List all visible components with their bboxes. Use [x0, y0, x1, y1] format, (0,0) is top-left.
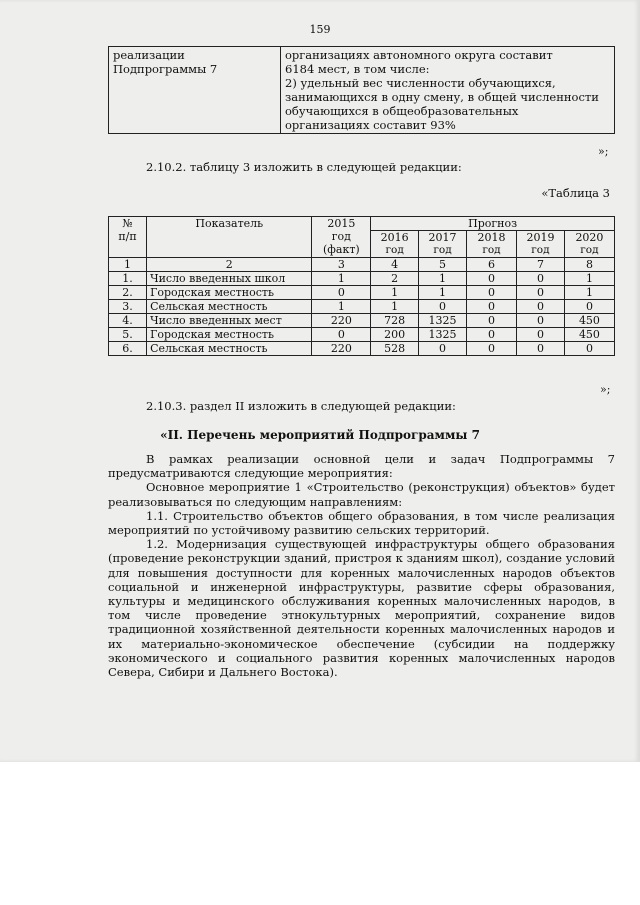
table-row: 6. Сельская местность 220 528 0 0 0 0: [109, 342, 615, 356]
cell-line: реализации: [113, 48, 185, 62]
header-year: 2018 год: [466, 231, 516, 258]
table-row: 5. Городская местность 0 200 1325 0 0 450: [109, 328, 615, 342]
table-row: 1. Число введенных школ 1 2 1 0 0 1: [109, 272, 615, 286]
continuation-left-cell: [109, 47, 281, 134]
table-row: 2. Городская местность 0 1 1 0 0 1: [109, 286, 615, 300]
blank-margin: [0, 762, 640, 905]
quote-end: »;: [598, 145, 609, 158]
header-indicator: Показатель: [147, 217, 312, 258]
continuation-right-cell: [281, 47, 615, 134]
header-year: 2017 год: [419, 231, 467, 258]
table-row: 4. Число введенных мест 220 728 1325 0 0 450: [109, 314, 615, 328]
section-heading: «II. Перечень мероприятий Подпрограммы 7: [160, 428, 480, 442]
page-number: 159: [309, 23, 331, 36]
header-forecast: Прогноз: [371, 217, 615, 231]
cell-line: Подпрограммы 7: [113, 62, 218, 76]
quote-end: »;: [600, 383, 611, 396]
body-paragraph: Основное мероприятие 1 «Строительство (реконструкция) объектов» будет реализовываться по следующим направлениям:: [108, 480, 615, 509]
cell-line: организациях автономного округа составит: [285, 48, 553, 62]
continuation-table: [108, 46, 615, 134]
body-paragraph: В рамках реализации основной цели и задач Подпрограммы 7 предусматриваются следующие мероприятия:: [108, 452, 615, 481]
cell-line: обучающихся в общеобразовательных: [285, 104, 519, 118]
header-year: 2016 год: [371, 231, 419, 258]
table-caption: «Таблица 3: [541, 186, 610, 200]
index-row: 1 2 3 4 5 6 7 8: [109, 258, 615, 272]
header-year: 2019 год: [517, 231, 565, 258]
paragraph-2-10-3: 2.10.3. раздел II изложить в следующей редакции:: [146, 399, 456, 413]
cell-line: занимающихся в одну смену, в общей численности: [285, 90, 599, 104]
indicators-table: [108, 216, 615, 356]
cell-line: 2) удельный вес численности обучающихся,: [285, 76, 556, 90]
body-paragraph: 1.1. Строительство объектов общего образования, в том числе реализация мероприятий по устойчивому развитию сельских территорий.: [108, 508, 615, 538]
paragraph-2-10-2: 2.10.2. таблицу 3 изложить в следующей редакции:: [146, 160, 462, 174]
body-paragraph: 1.2. Модернизация существующей инфраструктуры общего образования (проведение реконструкции зданий, пристроя к зданиям школ), создание условий для повышения доступности для коренных малочисленных народов объектов социальной и инженерной инфраструктуры, развитие сферы образования, культуры и медицинского обслуживания коренных малочисленных народов, в том числе проведение этнокультурных мероприятий, сохранение видов традиционной хозяйственной деятельности коренных малочисленных народов и их материально-экономическое обеспечение (субсидии на поддержку экономического и социального развития коренных малочисленных народов Севера, Сибири и Дальнего Востока).: [108, 537, 615, 680]
header-year: 2020 год: [564, 231, 614, 258]
header-number: № п/п: [109, 217, 147, 258]
cell-line: организациях составит 93%: [285, 118, 456, 132]
table-row: 3. Сельская местность 1 1 0 0 0 0: [109, 300, 615, 314]
body-text: [108, 452, 615, 679]
cell-line: 6184 мест, в том числе:: [285, 62, 430, 76]
header-2015: 2015 год (факт): [312, 217, 371, 258]
